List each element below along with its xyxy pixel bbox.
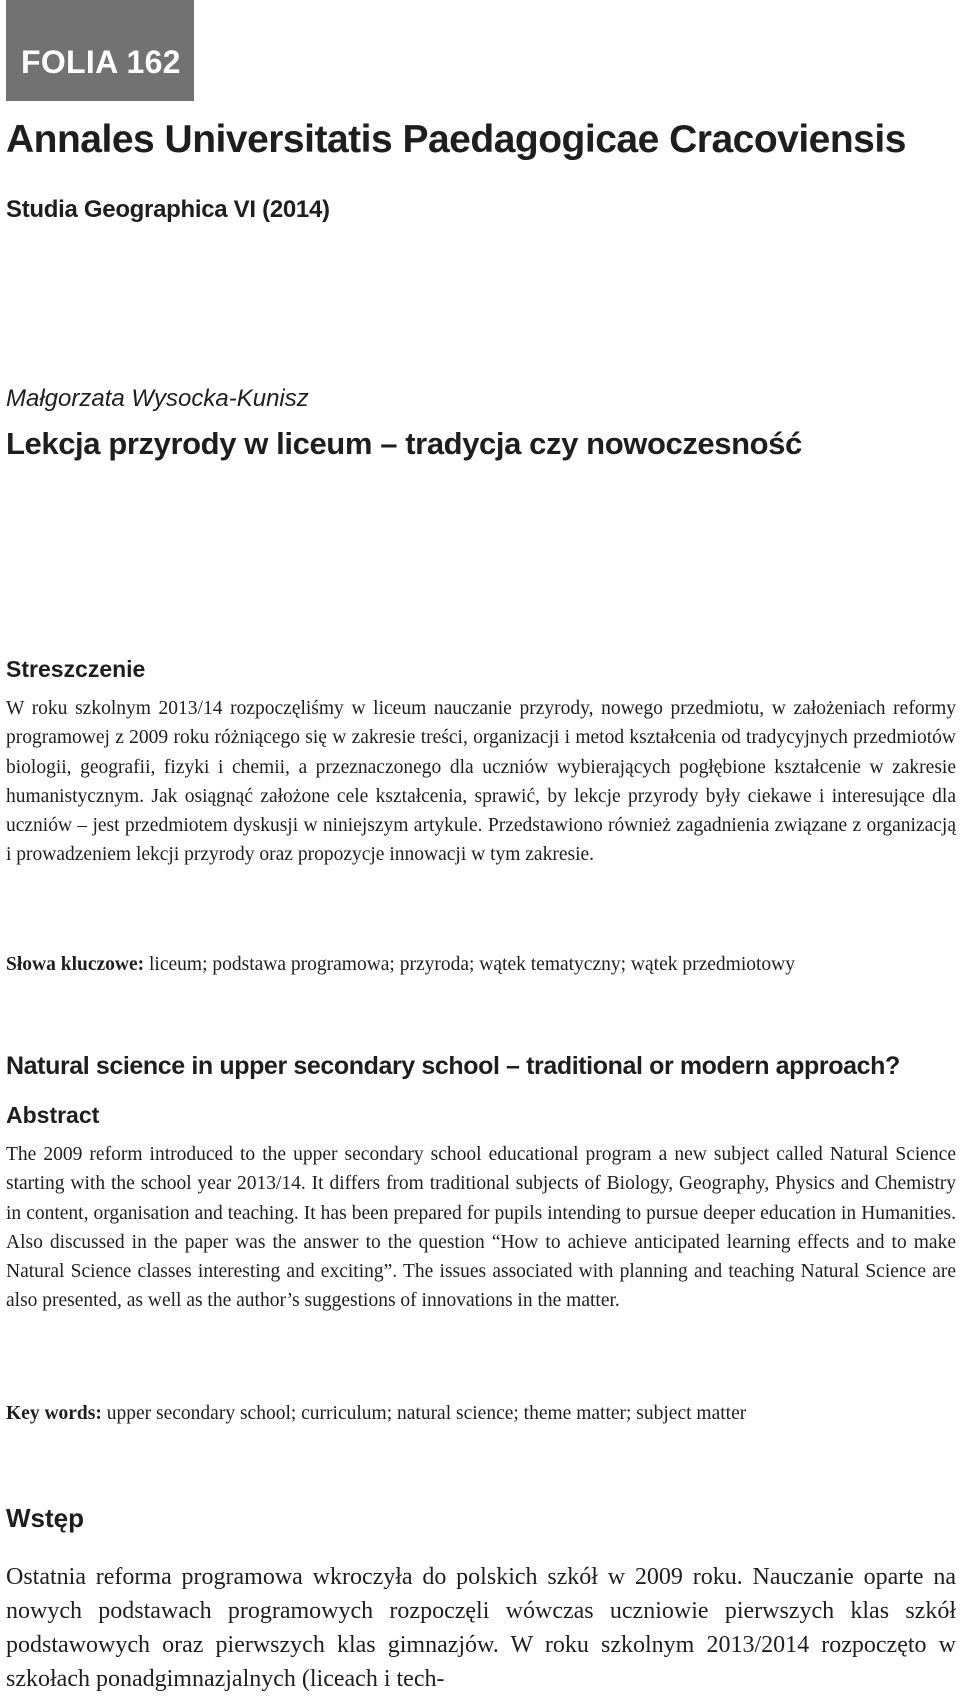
intro-body: Ostatnia reforma programowa wkroczyła do polskich szkół w 2009 roku. Nauczanie oparte na nowych podstawach programowych rozpoczęli wówczas uczniowie pierwszych klas szkół podstawowych oraz pierwszych klas gimnazjów. W roku szkolnym 2013/2014 rozpoczęto w szkołach ponadgimnazjalnych (liceach i tech-: [6, 1564, 956, 1692]
english-keywords-label: Key words:: [6, 1403, 102, 1424]
streszczenie-heading: Streszczenie: [6, 656, 146, 682]
abstract-heading: Abstract: [6, 1102, 100, 1128]
abstract-body: The 2009 reform introduced to the upper secondary school educational program a new subject called Natural Science starting with the school year 2013/14. It differs from traditional subjects of Biology, Geography, Physics and Chemistry in content, organisation and teaching. It has been prepared for pupils intending to pursue deeper education in Humanities. Also discussed in the paper was the answer to the question “How to achieve anticipated learning effects and to make Natural Science classes interesting and exciting”. The issues associated with planning and teaching Natural Science are also presented, as well as the author’s suggestions of innovations in the matter.: [6, 1144, 956, 1312]
streszczenie-body: W roku szkolnym 2013/14 rozpoczęliśmy w liceum nauczanie przyrody, nowego przedmiotu, w założeniach reformy programowej z 2009 roku różniącego się w zakresie treści, organizacji i metod kształcenia od tradycyjnych przedmiotów biologii, geografii, fizyki i chemii, a przeznaczonego dla uczniów wybierających pogłębione kształcenie w zakresie humanistycznym. Jak osiągnąć założone cele kształcenia, sprawić, by lekcje przyrody były ciekawe i interesujące dla uczniów – jest przedmiotem dyskusji w niniejszym artykule. Przedstawiono również zagadnienia związane z organizacją i prowadzeniem lekcji przyrody oraz propozycje innowacji w tym zakresie.: [6, 698, 956, 866]
polish-keywords: [6, 950, 956, 979]
folia-label: FOLIA 162: [21, 44, 181, 80]
polish-keywords-list: liceum; podstawa programowa; przyroda; wątek tematyczny; wątek przedmiotowy: [149, 954, 795, 975]
article-title: Lekcja przyrody w liceum – tradycja czy nowoczesność: [6, 426, 802, 461]
polish-keywords-label: Słowa kluczowe:: [6, 954, 145, 975]
folia-badge: [6, 0, 194, 101]
english-keywords: [6, 1399, 956, 1428]
intro-heading: Wstęp: [6, 1503, 84, 1533]
english-keywords-list: upper secondary school; curriculum; natural science; theme matter; subject matter: [106, 1403, 747, 1424]
journal-title: Annales Universitatis Paedagogicae Cracoviensis: [6, 118, 906, 161]
english-title: Natural science in upper secondary school – traditional or modern approach?: [6, 1052, 900, 1080]
journal-subtitle: Studia Geographica VI (2014): [6, 196, 330, 223]
article-author: Małgorzata Wysocka-Kunisz: [6, 385, 309, 412]
